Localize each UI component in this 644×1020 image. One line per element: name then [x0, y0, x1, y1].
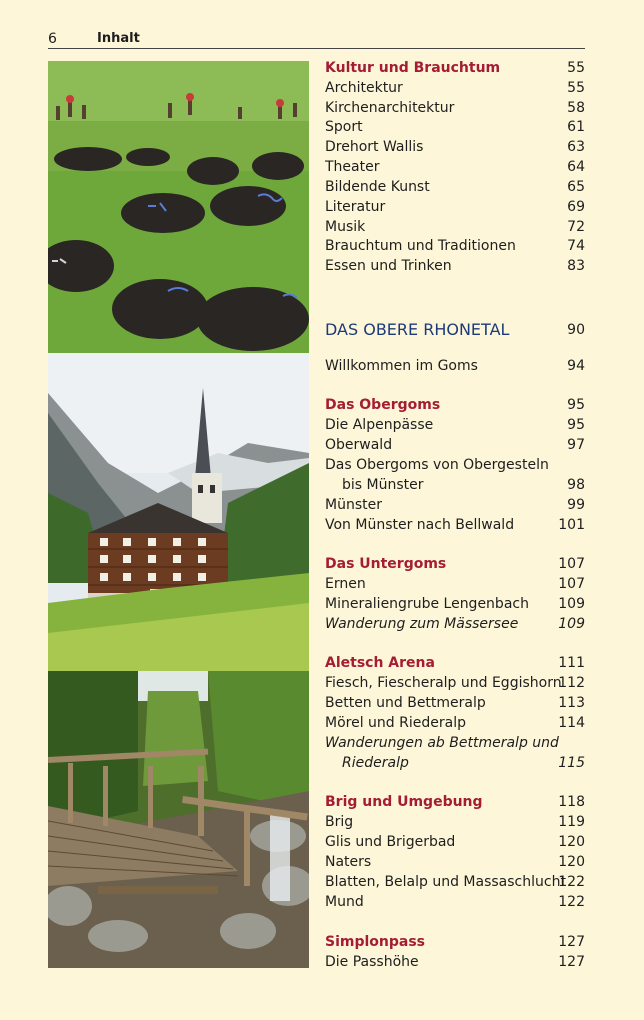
toc-page-number: 101 [558, 517, 585, 533]
toc-page-number: 127 [558, 954, 585, 970]
toc-entry-title: Ernen [325, 576, 366, 592]
toc-page-number: 72 [567, 219, 585, 235]
toc-entry [325, 673, 585, 693]
toc-entry [325, 415, 585, 435]
toc-entry [325, 515, 585, 535]
toc-entry [325, 117, 585, 137]
toc-entry-title: Kultur und Brauchtum [325, 60, 501, 76]
toc-section-heading [325, 653, 585, 673]
toc-entry-title: Bildende Kunst [325, 179, 430, 195]
toc-entry-title: Aletsch Arena [325, 655, 435, 671]
toc-entry [325, 475, 585, 495]
toc-entry-title: Wanderung zum Mässersee [325, 616, 519, 632]
toc-entry-title: Sport [325, 119, 363, 135]
toc-entry [325, 435, 585, 455]
toc-entry-title: Blatten, Belalp und Massaschlucht [325, 874, 566, 890]
toc-entry-title: Mineraliengrube Lengenbach [325, 596, 529, 612]
toc-entry [325, 713, 585, 733]
toc-page-number: 107 [558, 576, 585, 592]
toc-entry [325, 98, 585, 118]
toc-page-number: 120 [558, 834, 585, 850]
toc-section-heading [325, 792, 585, 812]
toc-entry [325, 733, 585, 753]
toc-page-number: 115 [558, 755, 585, 771]
toc-entry [325, 157, 585, 177]
toc-page-number: 119 [558, 814, 585, 830]
running-header [48, 30, 585, 49]
toc-entry-title: Simplonpass [325, 934, 426, 950]
toc-page-number: 61 [567, 119, 585, 135]
toc-page-number: 58 [567, 100, 585, 116]
toc-entry [325, 892, 585, 912]
toc-page-number: 94 [567, 358, 585, 374]
toc-page-number: 69 [567, 199, 585, 215]
toc-entry-title: Fiesch, Fiescheralp und Eggishorn [325, 675, 562, 691]
toc-entry [325, 753, 585, 773]
toc-section-heading [325, 58, 585, 78]
toc-entry-title: Wanderungen ab Bettmeralp und [325, 735, 559, 751]
toc-page-number: 114 [558, 715, 585, 731]
toc-page-number: 112 [558, 675, 585, 691]
toc-entry [325, 217, 585, 237]
wooden-bridge-forest-photo [48, 671, 309, 968]
toc-page-number: 111 [558, 655, 585, 671]
toc-entry-title: DAS OBERE RHONETAL [325, 320, 510, 339]
toc-page-number: 63 [567, 139, 585, 155]
toc-page-number: 109 [558, 616, 585, 632]
toc-entry [325, 614, 585, 634]
toc-page-number: 74 [567, 238, 585, 254]
toc-entry-title: Glis und Brigerbad [325, 834, 456, 850]
toc-entry-title: Willkommen im Goms [325, 358, 478, 374]
toc-entry-title: Riederalp [342, 755, 409, 771]
toc-page-number: 65 [567, 179, 585, 195]
cow-fight-meadow-photo [48, 61, 309, 353]
toc-chapter-heading [325, 320, 585, 340]
toc-page-number: 107 [558, 556, 585, 572]
toc-entry [325, 495, 585, 515]
toc-page-number: 97 [567, 437, 585, 453]
toc-entry-title: Naters [325, 854, 372, 870]
toc-page-number: 64 [567, 159, 585, 175]
toc-entry-title: Die Passhöhe [325, 954, 419, 970]
toc-entry-title: Musik [325, 219, 366, 235]
toc-page-number: 83 [567, 258, 585, 274]
toc-entry-title: Drehort Wallis [325, 139, 424, 155]
toc-entry [325, 78, 585, 98]
toc-section-heading [325, 395, 585, 415]
toc-page-number: 109 [558, 596, 585, 612]
toc-entry [325, 852, 585, 872]
toc-entry [325, 455, 585, 475]
toc-section-heading [325, 554, 585, 574]
toc-entry [325, 872, 585, 892]
toc-entry [325, 236, 585, 256]
toc-page-number: 99 [567, 497, 585, 513]
toc-section-heading [325, 932, 585, 952]
toc-page-number: 113 [558, 695, 585, 711]
toc-entry [325, 574, 585, 594]
toc-entry [325, 256, 585, 276]
running-title: Inhalt [97, 31, 140, 46]
toc-entry-title: bis Münster [342, 477, 424, 493]
toc-page-number: 55 [567, 80, 585, 96]
toc-entry [325, 177, 585, 197]
toc-entry-title: Mörel und Riederalp [325, 715, 466, 731]
toc-page-number: 122 [558, 894, 585, 910]
toc-entry-title: Münster [325, 497, 382, 513]
toc-entry-title: Essen und Trinken [325, 258, 452, 274]
toc-entry-title: Theater [325, 159, 380, 175]
toc-entry-title: Das Obergoms [325, 397, 441, 413]
toc-entry [325, 693, 585, 713]
toc-entry-title: Brig [325, 814, 354, 830]
toc-page-number: 122 [558, 874, 585, 890]
chalet-and-church-photo [48, 353, 309, 671]
toc-page-number: 118 [558, 794, 585, 810]
toc-page-number: 98 [567, 477, 585, 493]
toc-entry [325, 952, 585, 972]
toc-entry-title: Literatur [325, 199, 386, 215]
toc-entry-title: Mund [325, 894, 364, 910]
toc-entry-title: Brig und Umgebung [325, 794, 483, 810]
page-number: 6 [48, 31, 57, 47]
toc-entry-title: Brauchtum und Traditionen [325, 238, 516, 254]
toc-entry-title: Das Obergoms von Obergesteln [325, 457, 549, 473]
toc-entry-title: Die Alpenpässe [325, 417, 434, 433]
toc-page-number: 127 [558, 934, 585, 950]
toc-page-number: 120 [558, 854, 585, 870]
toc-page-number: 95 [567, 397, 585, 413]
toc-page-number: 90 [567, 322, 585, 338]
toc-entry-title: Das Untergoms [325, 556, 447, 572]
toc-entry-title: Kirchenarchitektur [325, 100, 455, 116]
toc-page-number: 95 [567, 417, 585, 433]
toc-entry [325, 594, 585, 614]
toc-entry [325, 832, 585, 852]
toc-entry-title: Architektur [325, 80, 403, 96]
toc-entry-title: Von Münster nach Bellwald [325, 517, 515, 533]
toc-entry [325, 812, 585, 832]
toc-page-number: 55 [567, 60, 585, 76]
toc-entry [325, 197, 585, 217]
toc-entry [325, 356, 585, 376]
toc-entry [325, 137, 585, 157]
toc-entry-title: Betten und Bettmeralp [325, 695, 486, 711]
toc-entry-title: Oberwald [325, 437, 393, 453]
